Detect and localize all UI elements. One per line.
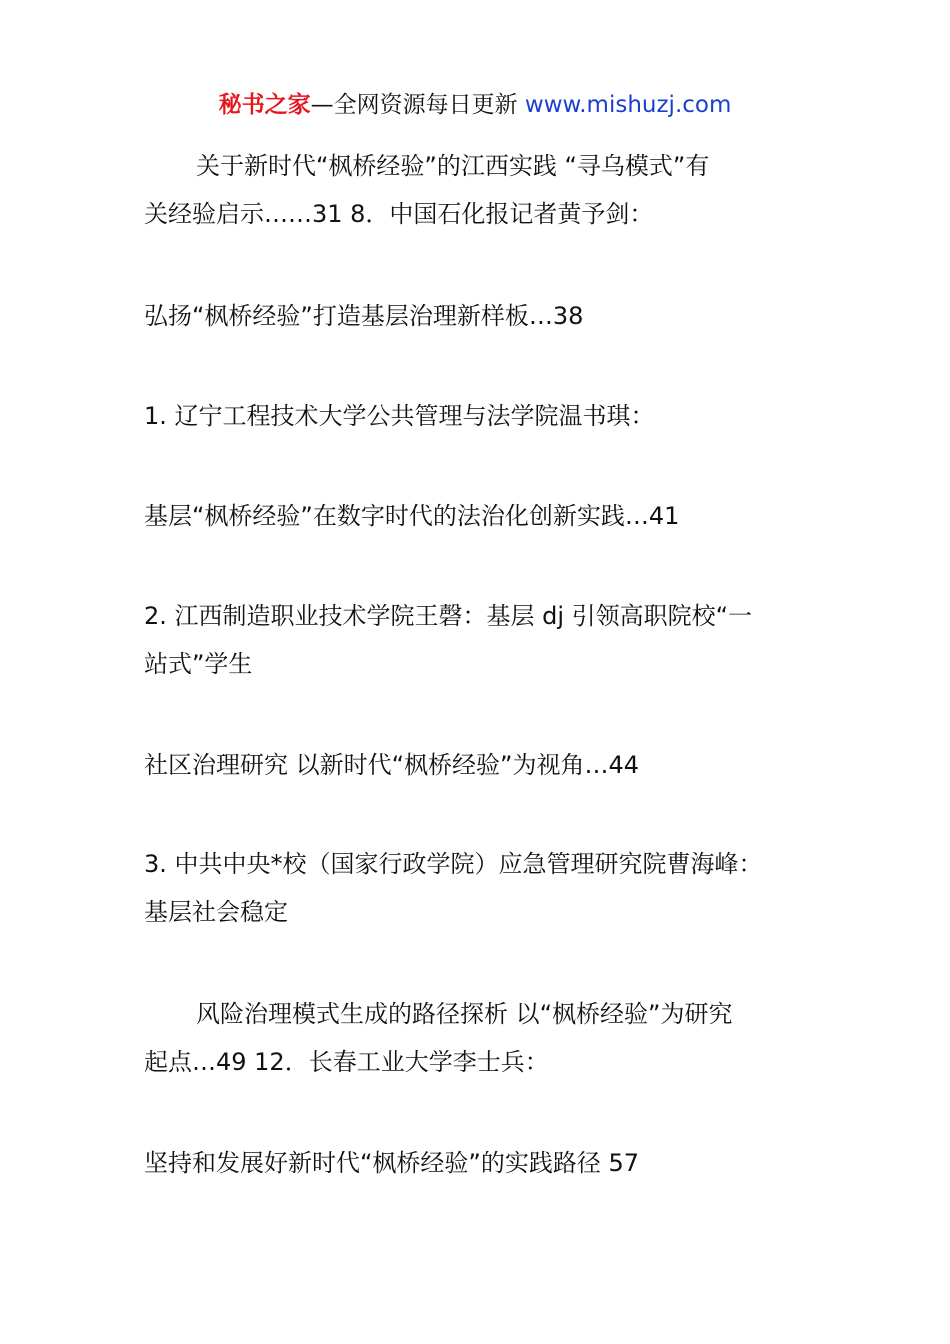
paragraph-2: 弘扬“枫桥经验”打造基层治理新样板…38	[144, 302, 584, 330]
paragraph-8	[144, 990, 809, 1086]
paragraph-6: 社区治理研究 以新时代“枫桥经验”为视角…44	[144, 751, 640, 779]
paragraph-5-line-2: 站式”学生	[144, 650, 253, 678]
paragraph-3: 1. 辽宁工程技术大学公共管理与法学院温书琪：	[144, 402, 655, 430]
paragraph-7	[144, 840, 809, 936]
brand-name: 秘书之家	[218, 92, 311, 118]
paragraph-5	[144, 592, 809, 688]
paragraph-1-line-1: 关于新时代“枫桥经验”的江西实践 “寻乌模式”有	[196, 152, 710, 180]
paragraph-8-line-2: 起点…49 12．长春工业大学李士兵：	[144, 1048, 549, 1076]
paragraph-9: 坚持和发展好新时代“枫桥经验”的实践路径 57	[144, 1149, 640, 1177]
paragraph-1-line-2: 关经验启示……31 8．中国石化报记者黄予剑：	[144, 200, 654, 228]
site-header	[0, 88, 950, 122]
paragraph-8-line-1: 风险治理模式生成的路径探析 以“枫桥经验”为研究	[196, 1000, 733, 1028]
header-tagline: —全网资源每日更新	[310, 92, 525, 118]
paragraph-5-line-1: 2. 江西制造职业技术学院王磬：基层 dj 引领高职院校“一	[144, 602, 753, 630]
site-url-link[interactable]: www.mishuzj.com	[524, 92, 732, 118]
paragraph-1	[144, 142, 809, 238]
paragraph-7-line-2: 基层社会稳定	[144, 898, 288, 926]
paragraph-7-line-1: 3. 中共中央*校（国家行政学院）应急管理研究院曹海峰：	[144, 850, 763, 878]
paragraph-4: 基层“枫桥经验”在数字时代的法治化创新实践…41	[144, 502, 680, 530]
